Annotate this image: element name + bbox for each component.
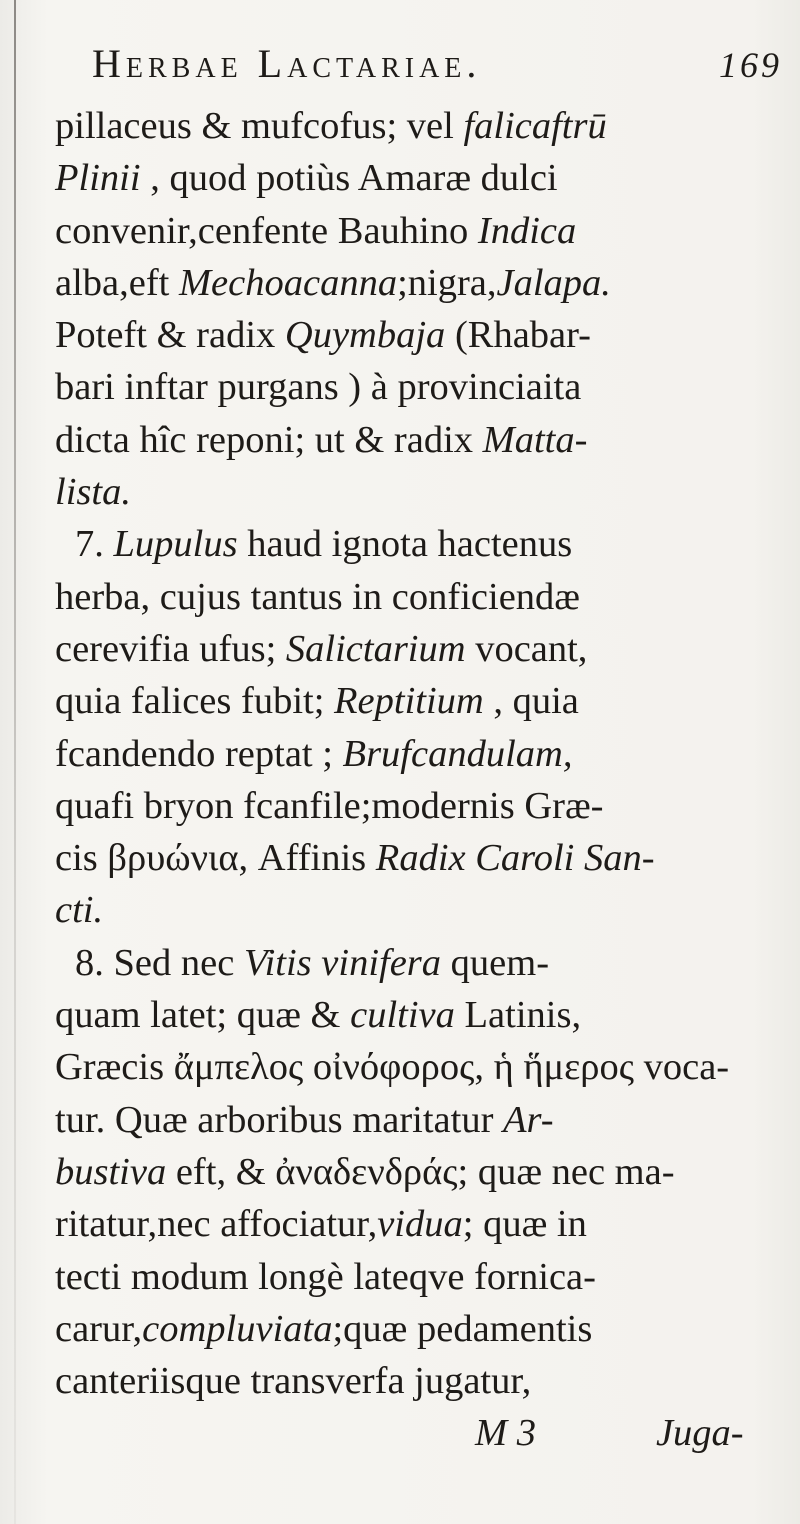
italic-text: lista. — [55, 471, 131, 514]
text-run: Poteft & radix — [55, 314, 285, 357]
text-line — [55, 309, 785, 361]
italic-text: compluviata — [142, 1307, 333, 1350]
italic-text: Plinii — [55, 157, 141, 200]
binding-gutter — [14, 0, 16, 1524]
italic-text: falicaftrū — [463, 105, 607, 147]
text-line — [55, 518, 785, 570]
text-run: alba,eft — [55, 261, 179, 304]
text-run: canteriisque transverfa jugatur, — [55, 1360, 532, 1403]
text-line — [55, 1251, 785, 1303]
text-line — [55, 1094, 785, 1146]
text-line — [55, 1198, 785, 1250]
italic-text: Brufcandulam, — [342, 732, 573, 775]
text-line — [55, 466, 785, 518]
text-line — [55, 152, 785, 204]
text-run: 8. Sed nec — [75, 941, 244, 984]
text-run: , quod potiùs Amaræ dulci — [140, 157, 558, 200]
italic-text: Salictarium — [285, 627, 466, 670]
text-line — [55, 728, 785, 780]
text-run: Græcis ἄμπελος οἰνόφορος, ἡ ἥμερος voca- — [55, 1046, 730, 1089]
text-run: quia falices fubit; — [55, 680, 335, 723]
text-run: cerevifia ufus; — [55, 627, 286, 670]
italic-text: Reptitium — [334, 680, 484, 723]
italic-text: Jalapa. — [496, 261, 611, 304]
italic-text: vidua — [377, 1203, 463, 1246]
text-run: vocant, — [465, 627, 588, 670]
text-line — [55, 1041, 785, 1093]
signature-line — [55, 1407, 785, 1459]
text-line — [55, 571, 785, 623]
italic-text: bustiva — [55, 1150, 167, 1193]
italic-text: cti. — [55, 889, 104, 932]
text-line — [55, 414, 785, 466]
text-run: pillaceus & mufcofus; vel — [55, 105, 464, 147]
signature-mark: M 3 — [475, 1412, 536, 1455]
text-run: quam latet; quæ & — [55, 994, 351, 1037]
text-run: cis βρυώνια, Affinis — [55, 837, 376, 880]
text-run: , quia — [483, 680, 579, 723]
body-text — [55, 100, 785, 1460]
text-line — [55, 989, 785, 1041]
text-line — [55, 1355, 785, 1407]
italic-text: Radix Caroli San- — [375, 837, 655, 880]
text-run: (Rhabar- — [445, 314, 591, 357]
text-line — [55, 780, 785, 832]
text-run: 7. — [75, 523, 114, 566]
text-line — [55, 1146, 785, 1198]
text-line — [55, 257, 785, 309]
text-line — [55, 623, 785, 675]
text-line — [55, 884, 785, 936]
text-line — [55, 100, 785, 152]
text-run: convenir,cenfente Bauhino — [55, 209, 478, 252]
text-line — [55, 937, 785, 989]
running-head: Herbae Lactariae. — [92, 41, 482, 86]
text-run: ; quæ in — [462, 1203, 587, 1246]
text-run: ritatur,nec affociatur, — [55, 1203, 378, 1246]
text-run: quem- — [441, 941, 550, 984]
page-header — [92, 40, 782, 100]
italic-text: Matta- — [482, 418, 588, 461]
italic-text: cultiva — [350, 994, 455, 1037]
italic-text: Ar- — [503, 1098, 554, 1141]
text-line — [55, 675, 785, 727]
text-run: ;quæ pedamentis — [332, 1307, 593, 1350]
text-run: fcandendo reptat ; — [55, 732, 343, 775]
text-line — [55, 1303, 785, 1355]
text-line — [55, 361, 785, 413]
text-run: Latinis, — [454, 994, 582, 1037]
text-line — [55, 205, 785, 257]
italic-text: Quymbaja — [284, 314, 446, 357]
text-line — [55, 832, 785, 884]
text-run: herba, cujus tantus in conficiendæ — [55, 575, 580, 618]
italic-text: Mechoacanna — [178, 261, 398, 304]
italic-text: Vitis vinifera — [243, 941, 442, 984]
text-run: bari inftar purgans ) à provinciaita — [55, 366, 582, 409]
text-run: tur. Quæ arboribus maritatur — [55, 1098, 504, 1141]
text-run: dicta hîc reponi; ut & radix — [55, 418, 483, 461]
text-run: ;nigra, — [397, 261, 497, 304]
text-run: eft, & ἀναδενδράς; quæ nec ma- — [166, 1150, 675, 1193]
italic-text: Lupulus — [113, 523, 238, 566]
page-number: 169 — [719, 45, 782, 85]
text-run: quafi bryon fcanfile;modernis Græ- — [55, 784, 604, 827]
text-run: carur, — [55, 1307, 143, 1350]
italic-text: Indica — [477, 209, 577, 252]
text-run: tecti modum longè lateqve fornica- — [55, 1255, 596, 1298]
text-run: haud ignota hactenus — [237, 523, 573, 566]
catchword: Juga- — [655, 1412, 744, 1455]
